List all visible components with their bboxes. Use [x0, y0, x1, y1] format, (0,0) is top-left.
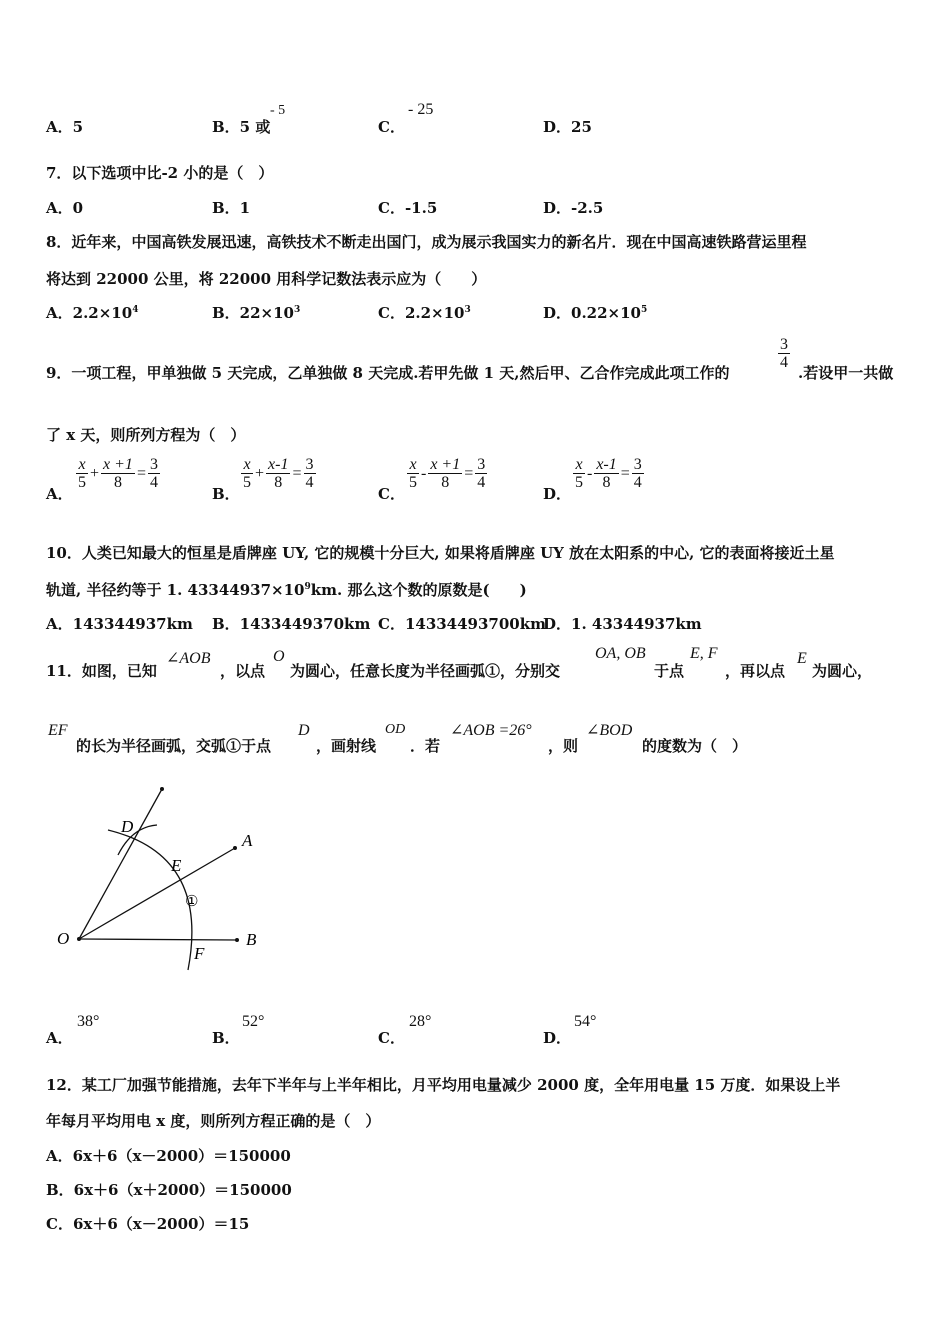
- q11-option-c-label: C．: [378, 1029, 405, 1047]
- q11-math-d: D: [298, 722, 310, 739]
- q11-text-10: ，则: [548, 737, 579, 755]
- ray-oa: [79, 848, 235, 939]
- q11-text-6: 为圆心，: [812, 662, 873, 680]
- q10-stem-line2: 轨道, 半径约等于 1. $43344937\times 10^9km$. 那么这个数的原数是( ): [46, 581, 527, 599]
- q11-geometry-figure: [40, 775, 280, 990]
- q12-option-c: C．6x＋6（x－2000）＝15: [46, 1215, 250, 1233]
- q11-text-4: 于点: [654, 662, 685, 680]
- q10-option-c: C．14334493700km: [378, 615, 547, 633]
- q11-text-8: ，画射线: [316, 737, 377, 755]
- q12-stem-line1: 12．某工厂加强节能措施，去年下半年与上半年相比，月平均用电量减少 2000 度，全年用电量 15 万度．如果设上半: [46, 1076, 841, 1094]
- q9-option-b-label: B．: [212, 485, 240, 503]
- q11-text-9: ．若: [410, 737, 441, 755]
- q12-stem-line2: 年每月平均用电 x 度，则所列方程正确的是（ ）: [46, 1112, 381, 1130]
- q11-math-angle-aob: ∠AOB: [166, 650, 211, 667]
- q9-stem-line1a: 9．一项工程，甲单独做 5 天完成，乙单独做 8 天完成.若甲先做 1 天,然后甲、乙合作完成此项工作的: [46, 364, 730, 382]
- q9-option-c-equation: $\frac{x}{5}$ - $\frac{x +1}{8}$ = $\frac{3}{4}$: [409, 456, 486, 491]
- q11-math-condition: ∠AOB =26°: [450, 722, 532, 739]
- q10-option-a: A．143344937km: [46, 615, 193, 633]
- q9-option-d-label: D．: [543, 485, 572, 503]
- q11-text-5: ，再以点: [725, 662, 786, 680]
- q9-stem-line2: 了 x 天，则所列方程为（ ）: [46, 426, 246, 444]
- q11-option-b-label: B．: [212, 1029, 240, 1047]
- label-b: B: [246, 930, 257, 949]
- q12-option-b: B．6x＋6（x＋2000）＝150000: [46, 1181, 292, 1199]
- q9-option-a-label: A．: [46, 485, 73, 503]
- q9-option-d-equation: $\frac{x}{5}$ - $\frac{x-1}{8}$ = $\frac{3}{4}$: [575, 456, 642, 491]
- q7-option-b: B．1: [212, 199, 251, 217]
- label-d: D: [121, 817, 134, 836]
- q12-option-a: A．6x＋6（x－2000）＝150000: [46, 1147, 291, 1165]
- q11-text-7: 的长为半径画弧，交弧①于点: [76, 737, 272, 755]
- q7-option-a: A．0: [46, 199, 84, 217]
- q10-stem-line1: 10．人类已知最大的恒星是盾牌座 UY, 它的规模十分巨大, 如果将盾牌座 UY 放在太阳系的中心, 它的表面将接近土星: [46, 544, 835, 562]
- ray-od: [79, 789, 162, 939]
- q8-stem-line1: 8．近年来，中国高铁发展迅速，高铁技术不断走出国门，成为展示我国实力的新名片．现在中国高速铁路营运里程: [46, 233, 807, 251]
- q11-option-b-value: 52°: [242, 1013, 265, 1030]
- q11-math-od: OD: [385, 722, 406, 737]
- q6-option-b: B．5 或: [212, 118, 271, 136]
- q11-text-3: 为圆心，任意长度为半径画弧①，分别交: [290, 662, 561, 680]
- q11-option-c-value: 28°: [409, 1013, 432, 1030]
- q11-option-d-value: 54°: [574, 1013, 597, 1030]
- q6-option-a: A．5: [46, 118, 84, 136]
- label-o: O: [57, 929, 70, 948]
- q11-math-e: E: [797, 650, 807, 667]
- point-o-dot: [77, 937, 81, 941]
- q7-option-d: D．-2.5: [543, 199, 604, 217]
- point-a-dot: [233, 846, 237, 850]
- q9-fraction: $\frac{3}{4}$: [780, 336, 788, 371]
- q9-option-b-equation: $\frac{x}{5}$ + $\frac{x-1}{8}$ = $\frac{3}{4}$: [243, 456, 314, 491]
- q11-math-e-f: E, F: [690, 645, 718, 662]
- q11-text-1: 11．如图，已知: [46, 662, 157, 680]
- q6-option-d: D．25: [543, 118, 592, 136]
- q6-option-c: C．: [378, 118, 405, 136]
- q9-stem-line1b: .若设甲一共做: [798, 364, 894, 382]
- q11-text-2: ，以点: [220, 662, 266, 680]
- q9-option-c-label: C．: [378, 485, 405, 503]
- q8-stem-line2: 将达到 22000 公里，将 22000 用科学记数法表示应为（ ）: [46, 270, 487, 288]
- q11-math-o: O: [273, 648, 285, 665]
- q8-option-a: A．$2.2\times 10^4$: [46, 304, 139, 322]
- q10-option-b: B．1433449370km: [212, 615, 371, 633]
- q11-option-d-label: D．: [543, 1029, 572, 1047]
- ray-od-endpoint: [160, 787, 164, 791]
- q9-option-a-equation: $\frac{x}{5}$ + $\frac{x +1}{8}$ = $\frac{3}{4}$: [78, 456, 158, 491]
- label-a: A: [242, 831, 253, 850]
- ray-ob: [79, 939, 237, 940]
- q11-math-oa-ob: OA, OB: [595, 645, 646, 662]
- q7-stem: 7．以下选项中比-2 小的是（ ）: [46, 164, 274, 182]
- label-arc-1: ①: [185, 892, 199, 910]
- q11-math-ef: EF: [48, 722, 68, 739]
- q8-option-b: B．$22\times 10^3$: [212, 304, 301, 322]
- point-b-dot: [235, 938, 239, 942]
- q11-text-11: 的度数为（ ）: [642, 737, 748, 755]
- q6-option-b-math: - 5: [270, 103, 286, 118]
- q11-math-angle-bod: ∠BOD: [586, 722, 633, 739]
- q7-option-c: C．-1.5: [378, 199, 438, 217]
- q6-option-c-math: - 25: [408, 101, 434, 118]
- q8-option-c: C．$2.2\times 10^3$: [378, 304, 471, 322]
- q10-option-d: D．1. 43344937km: [543, 615, 702, 633]
- label-f: F: [194, 944, 205, 963]
- label-e: E: [171, 856, 182, 875]
- q11-option-a-value: 38°: [77, 1013, 100, 1030]
- q8-option-d: D．$0.22\times 10^5$: [543, 304, 648, 322]
- q11-option-a-label: A．: [46, 1029, 73, 1047]
